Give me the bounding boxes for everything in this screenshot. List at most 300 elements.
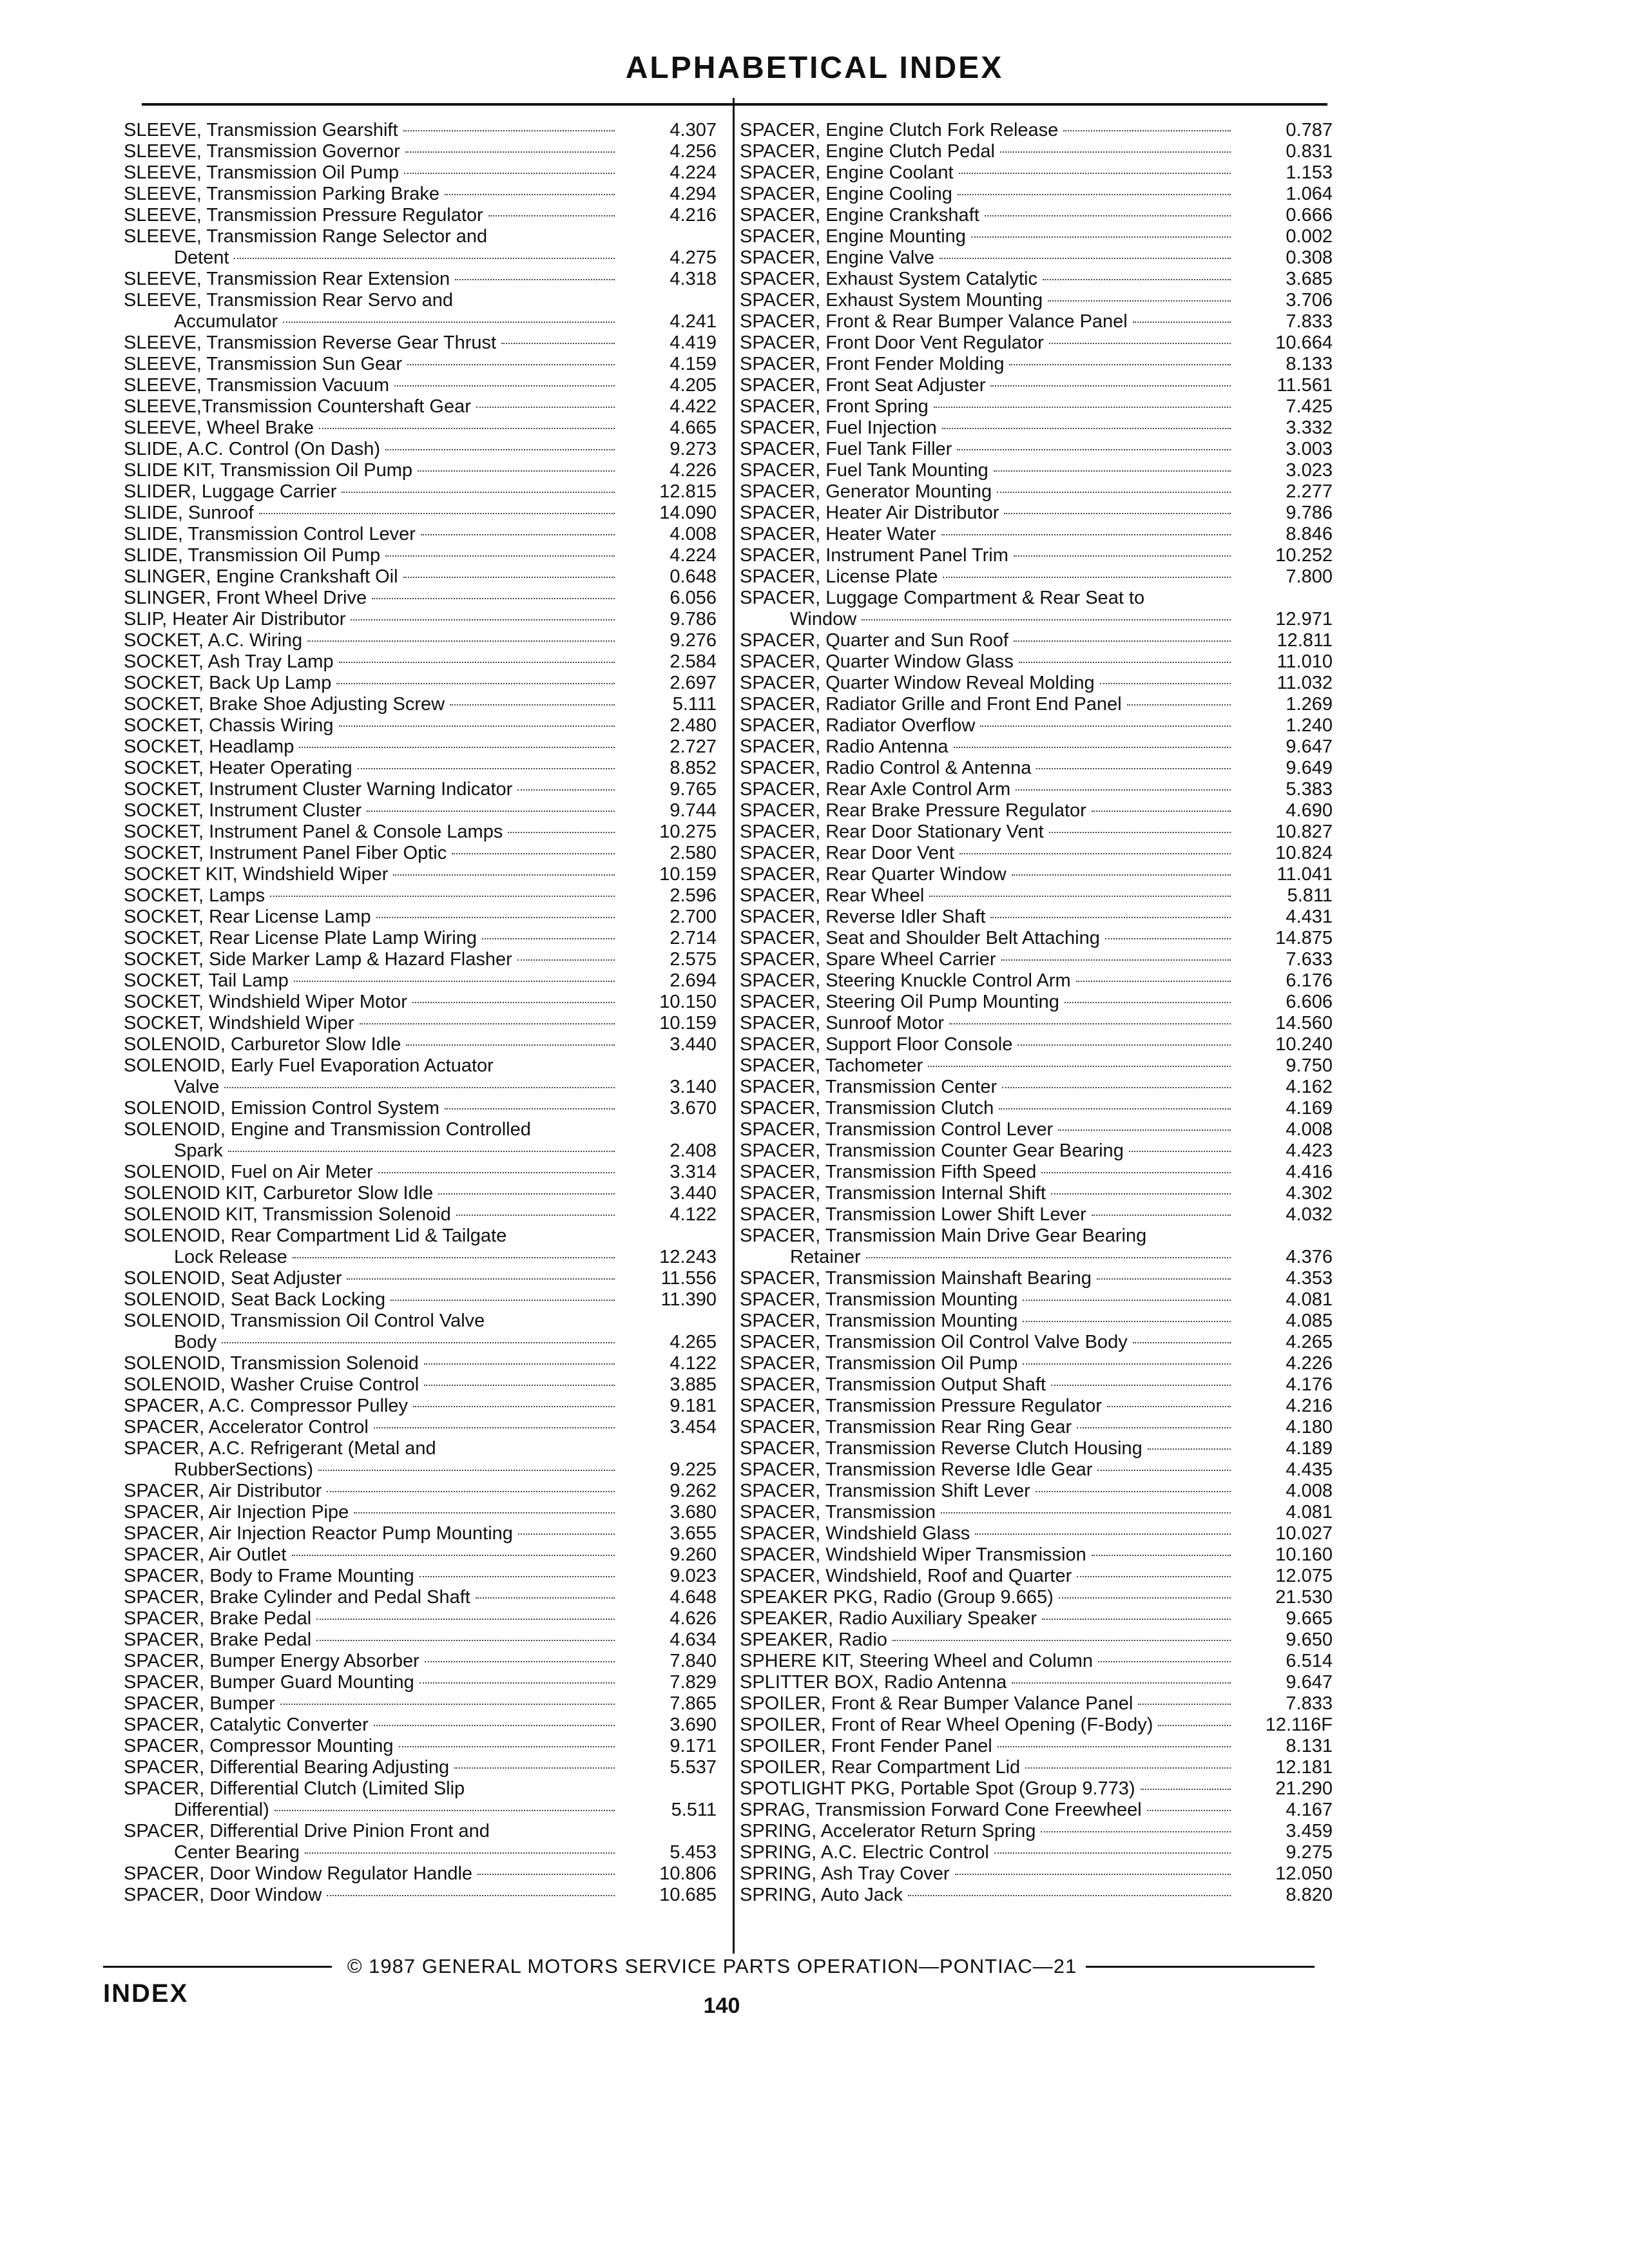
entry-text: SPACER, Front Seat Adjuster <box>740 375 986 396</box>
entry-text: SPACER, Body to Frame Mounting <box>124 1566 414 1586</box>
index-entry <box>124 1374 717 1396</box>
entry-text: SOLENOID, Emission Control System <box>124 1098 439 1119</box>
entry-page-ref: 7.633 <box>1286 949 1333 970</box>
index-entry <box>124 1651 717 1672</box>
entry-page-ref: 3.706 <box>1286 290 1333 311</box>
entry-text: SPACER, Transmission Pressure Regulator <box>740 1396 1102 1416</box>
entry-page-ref: 21.290 <box>1275 1778 1333 1799</box>
dot-leader <box>452 853 615 854</box>
dot-leader <box>275 1810 615 1811</box>
index-entry <box>124 1268 717 1289</box>
dot-leader <box>1025 1767 1231 1769</box>
dot-leader <box>998 1746 1231 1747</box>
entry-text: SLIDE, Sunroof <box>124 503 254 523</box>
dot-leader <box>476 407 615 408</box>
dot-leader <box>1023 1300 1231 1301</box>
entry-page-ref: 2.580 <box>670 843 717 863</box>
entry-text: SPRING, Auto Jack <box>740 1885 903 1905</box>
dot-leader <box>517 959 615 961</box>
dot-leader <box>1158 1725 1231 1726</box>
index-entry <box>740 1778 1333 1800</box>
index-entry <box>124 1289 717 1311</box>
entry-text: SPACER, Windshield Glass <box>740 1523 970 1544</box>
entry-page-ref: 10.827 <box>1275 822 1333 842</box>
entry-page-ref: 9.275 <box>1286 1842 1333 1863</box>
entry-text: SLEEVE, Transmission Rear Extension <box>124 269 450 289</box>
entry-text: SPACER, Reverse Idler Shaft <box>740 907 986 927</box>
entry-page-ref: 9.786 <box>670 609 717 629</box>
dot-leader <box>307 640 615 642</box>
entry-page-ref: 0.831 <box>1286 141 1333 162</box>
dot-leader <box>419 1576 615 1577</box>
index-entry <box>740 1566 1333 1587</box>
entry-page-ref: 10.824 <box>1275 843 1333 863</box>
index-entry <box>740 864 1333 885</box>
index-entry <box>124 1204 717 1225</box>
entry-page-ref: 7.840 <box>670 1651 717 1671</box>
entry-page-ref: 0.648 <box>670 566 717 587</box>
dot-leader <box>1148 1448 1231 1450</box>
entry-page-ref: 12.075 <box>1275 1566 1333 1586</box>
index-entry <box>124 1587 717 1608</box>
dot-leader <box>941 534 1231 535</box>
entry-page-ref: 2.596 <box>670 885 717 906</box>
index-entry <box>740 1502 1333 1523</box>
entry-text: SPACER, Brake Pedal <box>124 1608 312 1629</box>
entry-page-ref: 9.647 <box>1286 1672 1333 1693</box>
index-entry <box>124 1885 717 1906</box>
entry-text: SPLITTER BOX, Radio Antenna <box>740 1672 1007 1693</box>
entry-text: SPHERE KIT, Steering Wheel and Column <box>740 1651 1094 1671</box>
dot-leader <box>990 917 1231 918</box>
index-entry <box>124 141 717 162</box>
entry-text: SLIDE, A.C. Control (On Dash) <box>124 439 381 459</box>
entry-page-ref: 9.744 <box>670 800 717 821</box>
entry-page-ref: 2.277 <box>1286 481 1333 502</box>
dot-leader <box>280 1704 615 1705</box>
entry-page-ref: 5.383 <box>1286 779 1333 800</box>
entry-page-ref: 5.511 <box>671 1800 717 1820</box>
footer-rule-right <box>1086 1966 1315 1968</box>
entry-page-ref: 4.376 <box>1286 1247 1333 1267</box>
entry-page-ref: 4.224 <box>670 162 717 183</box>
entry-page-ref: 5.453 <box>670 1842 717 1863</box>
dot-leader <box>1098 1661 1231 1662</box>
index-entry <box>740 1821 1333 1842</box>
entry-page-ref: 1.240 <box>1286 715 1333 736</box>
entry-page-ref: 4.626 <box>670 1608 717 1629</box>
entry-page-ref: 10.252 <box>1275 545 1333 566</box>
entry-text: SLEEVE, Transmission Reverse Gear Thrust <box>124 332 497 353</box>
dot-leader <box>866 1257 1231 1258</box>
entry-text: SPACER, Engine Clutch Fork Release <box>740 120 1059 140</box>
entry-page-ref: 3.655 <box>670 1523 717 1544</box>
entry-page-ref: 9.023 <box>670 1566 717 1586</box>
dot-leader <box>394 385 615 387</box>
entry-page-ref: 10.150 <box>659 992 717 1012</box>
dot-leader <box>372 598 615 599</box>
index-entry <box>124 1396 717 1417</box>
entry-page-ref: 4.176 <box>1286 1374 1333 1395</box>
index-entry <box>124 1438 717 1481</box>
entry-text: SLIDE KIT, Transmission Oil Pump <box>124 460 413 481</box>
index-entry <box>740 1736 1333 1757</box>
index-entry <box>740 481 1333 503</box>
index-entry <box>124 1672 717 1693</box>
entry-page-ref: 3.670 <box>670 1098 717 1119</box>
index-entry <box>124 1757 717 1778</box>
index-entry <box>124 1055 717 1098</box>
dot-leader <box>445 194 615 195</box>
index-entry <box>124 566 717 588</box>
entry-text: SPACER, Radio Antenna <box>740 736 949 757</box>
entry-text: SPACER, Transmission Control Lever <box>740 1119 1054 1140</box>
dot-leader <box>477 1874 615 1875</box>
entry-text: SPACER, Air Injection Reactor Pump Mounting <box>124 1523 513 1544</box>
entry-page-ref: 0.002 <box>1286 226 1333 247</box>
dot-leader <box>259 513 615 514</box>
entry-text: SPACER, Brake Pedal <box>124 1629 312 1650</box>
entry-page-ref: 4.648 <box>670 1587 717 1608</box>
index-entry <box>124 1183 717 1204</box>
entry-text: SPACER, Instrument Panel Trim <box>740 545 1008 566</box>
entry-page-ref: 10.159 <box>659 1013 717 1033</box>
entry-text: SPACER, Support Floor Console <box>740 1034 1013 1055</box>
entry-text: SPACER, License Plate <box>740 566 938 587</box>
entry-page-ref: 4.189 <box>1286 1438 1333 1459</box>
entry-text: SOCKET, Instrument Cluster <box>124 800 362 821</box>
dot-leader <box>482 938 615 939</box>
entry-page-ref: 11.032 <box>1277 673 1333 693</box>
dot-leader <box>316 1640 615 1641</box>
left-index-column <box>124 120 717 1906</box>
entry-page-ref: 3.454 <box>670 1417 717 1437</box>
entry-page-ref: 3.690 <box>670 1715 717 1735</box>
entry-page-ref: 4.423 <box>1286 1140 1333 1161</box>
entry-text: SPACER, A.C. Compressor Pulley <box>124 1396 409 1416</box>
index-entry <box>124 715 717 736</box>
dot-leader <box>385 555 615 557</box>
index-entry <box>740 184 1333 205</box>
entry-page-ref: 9.650 <box>1286 1629 1333 1650</box>
dot-leader <box>1048 300 1231 302</box>
entry-text: SLIDER, Luggage Carrier <box>124 481 337 502</box>
entry-text: SOCKET, Tail Lamp <box>124 970 289 991</box>
entry-text: SPACER, Differential Drive Pinion Front and <box>124 1821 490 1841</box>
index-entry <box>740 396 1333 418</box>
index-entry <box>740 1396 1333 1417</box>
entry-page-ref: 7.829 <box>670 1672 717 1693</box>
entry-page-ref: 0.666 <box>1286 205 1333 226</box>
entry-text: SOCKET, Instrument Panel & Console Lamps <box>124 822 503 842</box>
dot-leader <box>425 1661 615 1662</box>
dot-leader <box>1097 1278 1231 1280</box>
index-entry <box>124 673 717 694</box>
entry-page-ref: 8.820 <box>1286 1885 1333 1905</box>
dot-leader <box>292 1555 615 1556</box>
dot-leader <box>958 194 1231 195</box>
entry-text: SPACER, Door Window Regulator Handle <box>124 1863 473 1884</box>
entry-text: SOLENOID KIT, Carburetor Slow Idle <box>124 1183 434 1204</box>
entry-text: SPACER, Windshield, Roof and Quarter <box>740 1566 1072 1586</box>
entry-text: SPACER, Engine Valve <box>740 247 934 268</box>
entry-page-ref: 9.181 <box>670 1396 717 1416</box>
entry-text: SPACER, Transmission Output Shaft <box>740 1374 1046 1395</box>
entry-page-ref: 2.575 <box>670 949 717 970</box>
index-entry <box>124 290 717 332</box>
entry-text: SPACER, Front Spring <box>740 396 929 417</box>
index-entry <box>740 566 1333 588</box>
dot-leader <box>1051 1385 1231 1386</box>
entry-page-ref: 4.180 <box>1286 1417 1333 1437</box>
dot-leader <box>908 1895 1231 1896</box>
index-entry <box>740 460 1333 481</box>
index-entry <box>740 1523 1333 1544</box>
entry-page-ref: 4.353 <box>1286 1268 1333 1289</box>
entry-text: SOLENOID, Carburetor Slow Idle <box>124 1034 401 1055</box>
dot-leader <box>959 173 1231 174</box>
dot-leader <box>339 662 615 663</box>
entry-page-ref: 14.875 <box>1275 928 1333 948</box>
index-entry <box>124 928 717 949</box>
entry-continuation: Body <box>174 1332 217 1352</box>
index-entry <box>740 651 1333 673</box>
entry-page-ref: 2.697 <box>670 673 717 693</box>
entry-text: SPOILER, Front & Rear Bumper Valance Panel <box>740 1693 1133 1714</box>
entry-text: SOCKET KIT, Windshield Wiper <box>124 864 389 885</box>
index-entry <box>124 736 717 758</box>
entry-page-ref: 10.159 <box>659 864 717 885</box>
dot-leader <box>1051 1193 1231 1195</box>
index-entry <box>740 1034 1333 1055</box>
entry-page-ref: 4.690 <box>1286 800 1333 821</box>
index-entry <box>124 779 717 800</box>
entry-text: SPACER, Catalytic Converter <box>124 1715 369 1735</box>
entry-page-ref: 4.265 <box>1286 1332 1333 1352</box>
entry-page-ref: 3.140 <box>670 1077 717 1097</box>
entry-text: SPACER, Radiator Grille and Front End Panel <box>740 694 1122 715</box>
entry-page-ref: 2.714 <box>670 928 717 948</box>
entry-page-ref: 3.680 <box>670 1502 717 1523</box>
entry-page-ref: 3.459 <box>1286 1821 1333 1841</box>
index-entry <box>124 609 717 630</box>
index-entry <box>740 1119 1333 1140</box>
entry-page-ref: 14.560 <box>1275 1013 1333 1033</box>
entry-text: SOCKET, Rear License Lamp <box>124 907 371 927</box>
entry-page-ref: 4.008 <box>670 524 717 544</box>
dot-leader <box>360 1023 615 1024</box>
entry-page-ref: 2.700 <box>670 907 717 927</box>
entry-page-ref: 5.811 <box>1287 885 1333 906</box>
index-entry <box>124 694 717 715</box>
index-entry <box>740 1162 1333 1183</box>
index-entry <box>124 1225 717 1268</box>
entry-page-ref: 3.023 <box>1286 460 1333 481</box>
index-entry <box>740 1672 1333 1693</box>
index-entry <box>124 1502 717 1523</box>
entry-text: SOLENOID KIT, Transmission Solenoid <box>124 1204 451 1225</box>
dot-leader <box>1049 343 1231 344</box>
entry-page-ref: 4.665 <box>670 418 717 438</box>
entry-page-ref: 8.131 <box>1286 1736 1333 1756</box>
index-entry <box>740 1757 1333 1778</box>
entry-text: SPACER, Front Fender Molding <box>740 354 1005 374</box>
entry-text: SPACER, Tachometer <box>740 1055 923 1076</box>
dot-leader <box>319 428 615 429</box>
index-entry <box>740 588 1333 630</box>
dot-leader <box>994 1852 1231 1854</box>
entry-text: SPACER, Air Injection Pipe <box>124 1502 349 1523</box>
dot-leader <box>959 853 1231 854</box>
entry-page-ref: 9.260 <box>670 1544 717 1565</box>
entry-text: SOCKET, Brake Shoe Adjusting Screw <box>124 694 445 715</box>
entry-text: SPACER, Seat and Shoulder Belt Attaching <box>740 928 1100 948</box>
dot-leader <box>1023 1321 1231 1322</box>
entry-text: SOCKET, Headlamp <box>124 736 294 757</box>
entry-page-ref: 10.160 <box>1275 1544 1333 1565</box>
entry-text: SLEEVE,Transmission Countershaft Gear <box>124 396 471 417</box>
entry-text: SPRING, A.C. Electric Control <box>740 1842 989 1863</box>
entry-text: SPACER, Transmission Oil Pump <box>740 1353 1018 1374</box>
index-entry <box>740 1629 1333 1651</box>
entry-text: SPACER, Heater Air Distributor <box>740 503 999 523</box>
index-entry <box>740 779 1333 800</box>
entry-page-ref: 8.846 <box>1286 524 1333 544</box>
entry-text: SPACER, Windshield Wiper Transmission <box>740 1544 1086 1565</box>
entry-page-ref: 11.041 <box>1277 864 1333 885</box>
index-entry <box>124 1629 717 1651</box>
entry-text: SOCKET, Instrument Cluster Warning Indicator <box>124 779 513 800</box>
dot-leader <box>1000 151 1231 153</box>
index-entry <box>740 1055 1333 1077</box>
dot-leader <box>1012 1682 1231 1684</box>
entry-text: SPACER, Steering Oil Pump Mounting <box>740 992 1059 1012</box>
entry-page-ref: 4.032 <box>1286 1204 1333 1225</box>
index-entry <box>124 226 717 269</box>
index-entry <box>124 1034 717 1055</box>
index-entry <box>740 1332 1333 1353</box>
entry-page-ref: 9.273 <box>670 439 717 459</box>
dot-leader <box>1012 874 1231 876</box>
index-entry <box>124 545 717 566</box>
dot-leader <box>1014 640 1231 642</box>
index-entry <box>124 758 717 779</box>
dot-leader <box>943 577 1231 578</box>
index-entry <box>740 822 1333 843</box>
index-entry <box>124 970 717 992</box>
index-entry <box>740 1693 1333 1715</box>
dot-leader <box>1129 1151 1231 1152</box>
section-label: INDEX <box>103 1979 189 2008</box>
dot-leader <box>316 1619 615 1620</box>
entry-text: SLIDE, Transmission Oil Pump <box>124 545 381 566</box>
index-entry <box>124 1311 717 1353</box>
dot-leader <box>424 1385 615 1386</box>
entry-text: SPACER, Rear Axle Control Arm <box>740 779 1011 800</box>
entry-page-ref: 7.865 <box>670 1693 717 1714</box>
entry-text: SPACER, Front & Rear Bumper Valance Panel <box>740 311 1128 332</box>
entry-text: SOLENOID, Seat Back Locking <box>124 1289 386 1310</box>
index-entry <box>124 1119 717 1162</box>
dot-leader <box>1147 1810 1231 1811</box>
entry-text: SLINGER, Front Wheel Drive <box>124 588 367 608</box>
dot-leader <box>1043 279 1231 280</box>
entry-text: SOCKET, Back Up Lamp <box>124 673 332 693</box>
entry-page-ref: 12.815 <box>659 481 717 502</box>
entry-page-ref: 9.225 <box>670 1459 717 1480</box>
entry-text: SPRAG, Transmission Forward Cone Freewheel <box>740 1800 1142 1820</box>
index-entry <box>740 1715 1333 1736</box>
entry-page-ref: 14.090 <box>659 503 717 523</box>
dot-leader <box>438 1193 615 1195</box>
entry-text: SLEEVE, Transmission Parking Brake <box>124 184 439 204</box>
entry-text: SPACER, Steering Knuckle Control Arm <box>740 970 1071 991</box>
entry-page-ref: 4.162 <box>1286 1077 1333 1097</box>
entry-page-ref: 10.685 <box>659 1885 717 1905</box>
dot-leader <box>456 1215 615 1216</box>
entry-text: SPACER, Air Distributor <box>124 1481 322 1501</box>
entry-text: SLIP, Heater Air Distributor <box>124 609 346 629</box>
index-entry <box>124 1566 717 1587</box>
dot-leader <box>270 896 615 897</box>
entry-text: SPACER, Engine Clutch Pedal <box>740 141 996 162</box>
entry-text: SPEAKER PKG, Radio (Group 9.665) <box>740 1587 1054 1608</box>
dot-leader <box>1049 832 1231 833</box>
dot-leader <box>222 1342 615 1343</box>
dot-leader <box>980 726 1231 727</box>
index-entry <box>124 162 717 184</box>
dot-leader <box>374 1725 615 1726</box>
entry-continuation: Lock Release <box>174 1247 287 1267</box>
dot-leader <box>454 1767 615 1769</box>
index-entry <box>740 949 1333 970</box>
entry-page-ref: 11.010 <box>1277 651 1333 672</box>
entry-text: SPEAKER, Radio <box>740 1629 887 1650</box>
dot-leader <box>305 1852 615 1854</box>
dot-leader <box>1017 1044 1231 1046</box>
dot-leader <box>1036 768 1231 769</box>
entry-page-ref: 4.431 <box>1286 907 1333 927</box>
entry-page-ref: 6.056 <box>670 588 717 608</box>
dot-leader <box>445 1108 615 1110</box>
copyright-text: © 1987 GENERAL MOTORS SERVICE PARTS OPERATION—PONTIAC—21 <box>347 1955 1077 1977</box>
entry-text: SPACER, A.C. Refrigerant (Metal and <box>124 1438 436 1459</box>
entry-text: SPOILER, Front Fender Panel <box>740 1736 992 1756</box>
dot-leader <box>283 322 615 323</box>
entry-text: SPACER, Brake Cylinder and Pedal Shaft <box>124 1587 470 1608</box>
entry-text: SPACER, Exhaust System Mounting <box>740 290 1043 311</box>
dot-leader <box>318 1470 615 1471</box>
entry-page-ref: 4.167 <box>1286 1800 1333 1820</box>
index-entry <box>124 1013 717 1034</box>
index-entry <box>740 715 1333 736</box>
index-entry <box>124 864 717 885</box>
entry-continuation: Window <box>790 609 857 629</box>
footer <box>103 1955 1315 1978</box>
entry-text: SOCKET, Ash Tray Lamp <box>124 651 334 672</box>
entry-page-ref: 8.133 <box>1286 354 1333 374</box>
dot-leader <box>376 917 615 918</box>
entry-text: SPACER, Transmission Rear Ring Gear <box>740 1417 1072 1437</box>
entry-text: SPACER, Engine Crankshaft <box>740 205 979 226</box>
dot-leader <box>351 619 615 620</box>
dot-leader <box>1019 662 1231 663</box>
entry-text: SPACER, Transmission Lower Shift Lever <box>740 1204 1086 1225</box>
index-entry <box>124 1481 717 1502</box>
dot-leader <box>450 704 615 706</box>
entry-page-ref: 4.256 <box>670 141 717 162</box>
entry-text: SOCKET, Side Marker Lamp & Hazard Flasher <box>124 949 512 970</box>
